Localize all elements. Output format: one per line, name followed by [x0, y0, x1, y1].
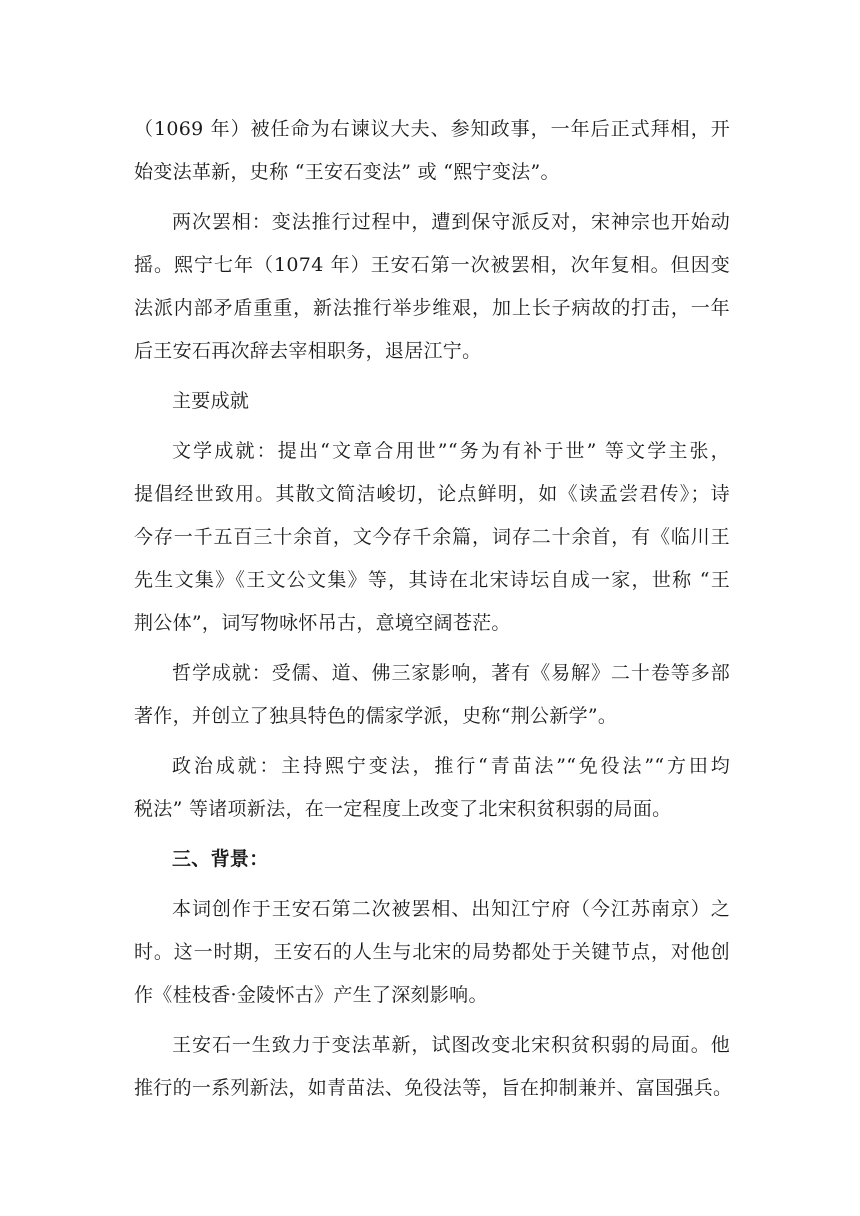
text-line: 先生文集》《王文公文集》等，其诗在北宋诗坛自成一家，世称 “王 [134, 569, 730, 591]
text-line: 后王安石再次辞去宰相职务，退居江宁。 [134, 340, 482, 362]
paragraph-first-line: 王安石一生致力于变法革新，试图改变北宋积贫积弱的局面。他 [172, 1034, 730, 1056]
text-line: 荆公体”，词写物咏怀吊古，意境空阔苍茫。 [134, 612, 511, 634]
section-heading-background: 三、背景： [172, 848, 269, 870]
paragraph-first-line: 本词创作于王安石第二次被罢相、出知江宁府（今江苏南京）之 [172, 898, 730, 920]
text-line: 推行的一系列新法，如青苗法、免役法等，旨在抑制兼并、富国强兵。 [134, 1077, 733, 1099]
text-line: 今存一千五百三十余首，文今存千余篇，词存二十余首，有《临川王 [134, 526, 730, 548]
text-line: 作《桂枝香·金陵怀古》产生了深刻影响。 [134, 984, 488, 1006]
text-line: 始变法革新，史称 “王安石变法” 或 “熙宁变法”。 [134, 161, 560, 183]
text-line: 摇。熙宁七年（1074 年）王安石第一次被罢相，次年复相。但因变 [134, 254, 730, 276]
paragraph-first-line: 政治成就：主持熙宁变法，推行“青苗法”“免役法”“方田均 [172, 755, 730, 777]
text-line: 时。这一时期，王安石的人生与北宋的局势都处于关键节点，对他创 [134, 941, 730, 963]
text-line: 提倡经世致用。其散文简洁峻切，论点鲜明，如《读孟尝君传》；诗 [134, 483, 730, 505]
paragraph-first-line: 文学成就：提出“文章合用世”“务为有补于世” 等文学主张， [172, 440, 730, 462]
paragraph-first-line: 哲学成就：受儒、道、佛三家影响，著有《易解》二十卷等多部 [172, 662, 730, 684]
section-heading: 主要成就 [172, 390, 250, 412]
paragraph-first-line: 两次罢相：变法推行过程中，遭到保守派反对，宋神宗也开始动 [172, 211, 730, 233]
document-body [134, 108, 733, 1110]
text-line: （1069 年）被任命为右谏议大夫、参知政事，一年后正式拜相，开 [134, 118, 730, 140]
text-line: 著作，并创立了独具特色的儒家学派，史称“荆公新学”。 [134, 705, 618, 727]
text-line: 法派内部矛盾重重，新法推行举步维艰，加上长子病故的打击，一年 [134, 297, 730, 319]
text-line: 税法” 等诸项新法，在一定程度上改变了北宋积贫积弱的局面。 [134, 798, 672, 820]
